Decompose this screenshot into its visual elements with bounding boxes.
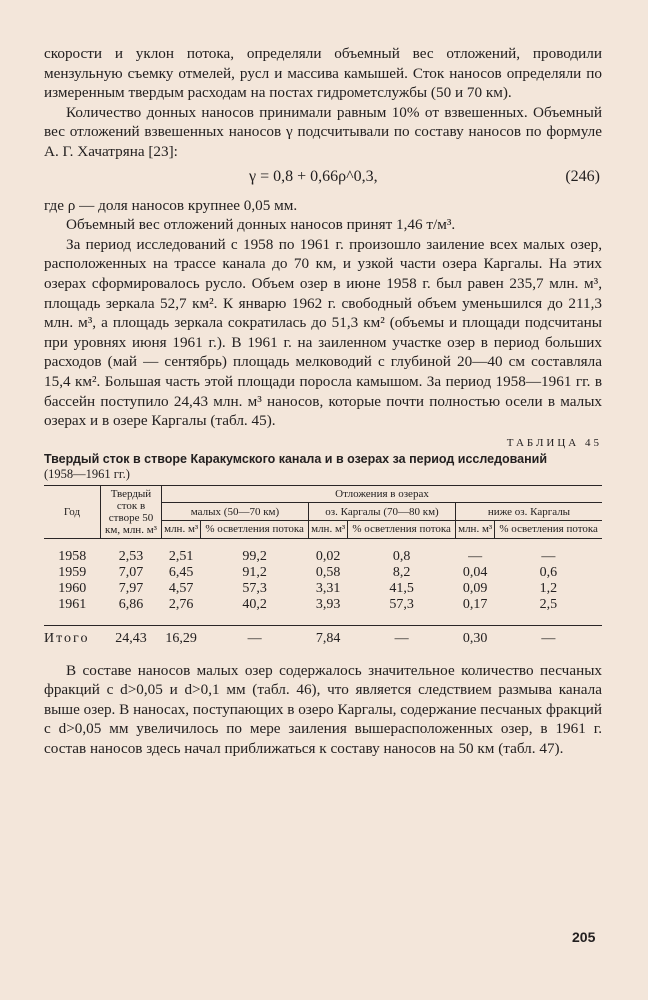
page-number: 205: [572, 929, 596, 945]
cell: —: [468, 548, 483, 564]
col-header-mln: млн. м³: [456, 521, 495, 539]
cell: 3,31: [315, 580, 341, 596]
cell: —: [201, 625, 309, 647]
table-row: [44, 597, 602, 626]
cell: 1960: [58, 580, 87, 596]
col-header-small-lakes: малых (50—70 км): [162, 503, 309, 521]
col-header-kargaly: оз. Каргалы (70—80 км): [309, 503, 456, 521]
col-header-below-kargaly: ниже оз. Каргалы: [456, 503, 603, 521]
cell: 1,2: [539, 580, 558, 596]
paragraph: В составе наносов малых озер содержалось значительное количество песчаных фракций с d>0,05 и d>0,1 мм (табл. 46), что является следствием размыва канала выше озер. В наносах, поступающих в озеро Каргалы, содержание песчаных фракций с d>0,05 мм увеличилось по мере заиления вышерасположенных озер, в 1961 г. состав наносов здесь начал приближаться к составу наносов на 50 км (табл. 47).: [44, 661, 602, 758]
paragraph: За период исследований с 1958 по 1961 г. произошло заиление всех малых озер, расположенных на трассе канала до 70 км, и узкой части озера Каргалы. На этих озерах сформировалось русло. Объем озер в июне 1958 г. был равен 235,7 млн. м³, площадь зеркала 52,7 км². К январю 1962 г. свободный объем уменьшился до 211,3 млн. м³, а площадь зеркала сократилась до 51,3 км² (объемы и площади подсчитаны при уровнях июня 1961 г.). В 1961 г. на заиленном участке озер в период больших расходов (май — сентябрь) площадь мелководий с глубиной 20—40 см составляла 15,4 км². Большая часть этой площади поросла камышом. За период 1958—1961 гг. в бассейн поступило 24,43 млн. м³ наносов, которые почти полностью осели в малых озерах и в озере Каргалы (табл. 45).: [44, 235, 602, 430]
cell: 1959: [58, 564, 87, 580]
cell: 6,86: [118, 596, 144, 612]
cell: 1961: [58, 596, 87, 612]
table-row: [44, 581, 602, 597]
cell: 91,2: [242, 564, 267, 580]
cell: —: [541, 548, 556, 564]
cell: 4,57: [168, 580, 194, 596]
page-body: [44, 44, 602, 759]
cell: 7,07: [118, 564, 144, 580]
cell: 2,53: [118, 548, 144, 564]
col-header-pct: % осветления потока: [201, 521, 309, 539]
formula-number: (246): [565, 167, 600, 185]
cell: 41,5: [389, 580, 414, 596]
col-header-solid-flow: Твердый сток в створе 50 км, млн. м³: [101, 485, 162, 538]
cell: —: [495, 625, 602, 647]
table-total-row: [44, 625, 602, 647]
cell: 0,02: [315, 548, 341, 564]
cell: 2,76: [168, 596, 194, 612]
paragraph: скорости и уклон потока, определяли объемный вес отложений, проводили мензульную съемку отмелей, русл и массива камышей. Сток наносов определяли по измеренным твердым расходам на постах гидрометслужбы (50 и 70 км).: [44, 45, 602, 102]
cell: 57,3: [242, 580, 267, 596]
table-label: ТАБЛИЦА 45: [506, 436, 602, 449]
table-row: [44, 565, 602, 581]
col-header-deposits: Отложения в озерах: [162, 485, 603, 503]
cell: 3,93: [315, 596, 341, 612]
data-table: [44, 485, 602, 647]
paragraph: где ρ — доля наносов крупнее 0,05 мм.: [44, 196, 298, 214]
formula: γ = 0,8 + 0,66ρ^0,3,: [249, 167, 378, 185]
cell: 8,2: [392, 564, 411, 580]
cell: 57,3: [389, 596, 414, 612]
cell: 2,5: [539, 596, 558, 612]
cell: 7,97: [118, 580, 144, 596]
cell: 1958: [58, 548, 87, 564]
table-caption: Твердый сток в створе Каракумского канала и в озерах за период исследований: [44, 451, 548, 466]
cell: 16,29: [162, 625, 201, 647]
cell: 6,45: [168, 564, 194, 580]
table-caption-sub: (1958—1961 гг.): [44, 466, 130, 481]
paragraph: Объемный вес отложений донных наносов принят 1,46 т/м³.: [66, 216, 456, 234]
cell: 0,8: [392, 548, 411, 564]
col-header-year: Год: [44, 485, 101, 538]
col-header-pct: % осветления потока: [348, 521, 456, 539]
cell: 0,30: [456, 625, 495, 647]
cell: 99,2: [242, 548, 267, 564]
formula-line: [44, 162, 602, 196]
cell: Итого: [44, 625, 101, 647]
col-header-mln: млн. м³: [309, 521, 348, 539]
paragraph: Количество донных наносов принимали равным 10% от взвешенных. Объемный вес отложений взвешенных наносов γ подсчитывали по составу наносов по формуле А. Г. Хачатряна [23]:: [44, 103, 602, 160]
cell: 0,58: [315, 564, 341, 580]
table-row: [44, 538, 602, 565]
cell: 7,84: [309, 625, 348, 647]
cell: 0,17: [462, 596, 488, 612]
cell: 40,2: [242, 596, 267, 612]
col-header-pct: % осветления потока: [495, 521, 602, 539]
col-header-mln: млн. м³: [162, 521, 201, 539]
cell: 24,43: [101, 625, 162, 647]
cell: 0,09: [462, 580, 488, 596]
cell: 0,6: [539, 564, 558, 580]
cell: —: [348, 625, 456, 647]
cell: 0,04: [462, 564, 488, 580]
cell: 2,51: [168, 548, 194, 564]
